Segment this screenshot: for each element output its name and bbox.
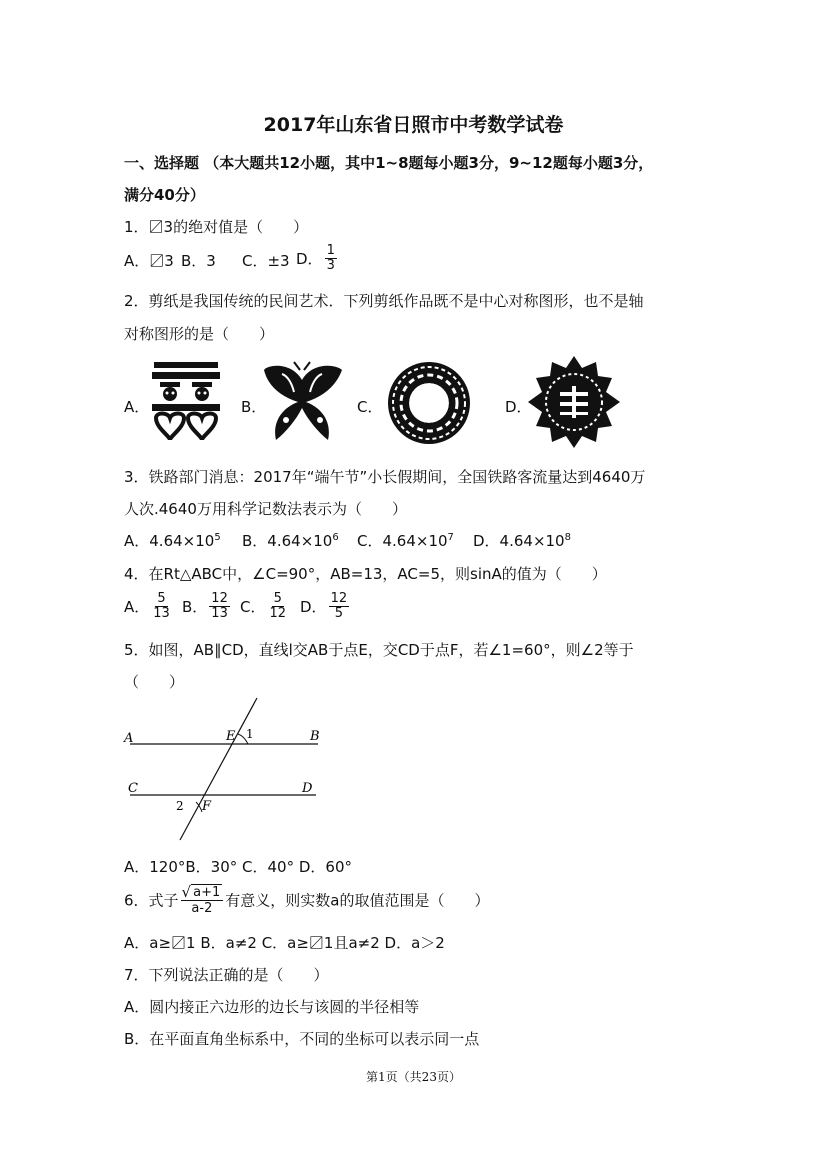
q4-option-b: B． $\frac{12}{13}$ (182, 591, 228, 621)
q2-option-c-label: C． (357, 398, 383, 416)
q1-options (124, 243, 384, 284)
q7-option-b: B．在平面直角坐标系中，不同的坐标可以表示同一点 (124, 1030, 480, 1048)
q3-stem-line2: 人次.4640万用科学记数法表示为（ ） (124, 500, 407, 518)
q2-option-a-label: A． (124, 398, 150, 416)
label-angle-2: 2 (176, 799, 184, 813)
q5-stem-line2: （ ） (124, 673, 185, 691)
section-header: 一、选择题 （本大题共12小题，其中1~8题每小题3分，9~12题每小题3分， (124, 154, 654, 172)
q2-option-b-label: B． (241, 398, 267, 416)
q4-option-c: C． $\frac{5}{12}$ (240, 591, 287, 621)
q3-option-d: D．$4.64\times 10^8$ (473, 532, 571, 550)
q5-options: A．120°B．30° C．40° D．60° (124, 858, 353, 876)
q1-stem: 1．〼3的绝对值是（ ） (124, 218, 309, 236)
q5-stem-line1: 5．如图，AB∥CD，直线l交AB于点E，交CD于点F，若∠1=60°，则∠2等于 (124, 641, 634, 659)
label-angle-1: 1 (246, 727, 254, 741)
sun-medallion-papercut-image (528, 356, 620, 448)
butterfly-papercut-image (262, 360, 344, 444)
q2-stem-line2: 对称图形的是（ ） (124, 325, 275, 343)
label-e: E (226, 729, 236, 744)
q1-option-c: C．±3 (242, 252, 290, 270)
label-c: C (128, 781, 138, 796)
q7-option-a: A．圆内接正六边形的边长与该圆的半径相等 (124, 998, 420, 1016)
q3-option-c: C．$4.64\times 10^7$ (357, 532, 454, 550)
double-happiness-papercut-image (150, 360, 222, 444)
q1-option-d: D． $\frac{1}{3}$ (296, 243, 335, 273)
q6-options: A．a≥〼1 B．a≠2 C．a≥〼1且a≠2 D．a＞2 (124, 934, 445, 952)
q1-option-a: A．〼3 (124, 252, 174, 270)
q3-stem-line1: 3．铁路部门消息：2017年“端午节”小长假期间，全国铁路客流量达到4640万 (124, 468, 646, 486)
label-b: B (310, 729, 320, 744)
q4-option-d: D． $\frac{12}{5}$ (300, 591, 348, 621)
q2-stem-line1: 2．剪纸是我国传统的民间艺术．下列剪纸作品既不是中心对称图形，也不是轴 (124, 292, 644, 310)
q6-stem: 6．式子 √ a+1 a-2 有意义，则实数a的取值范围是（ ） (124, 883, 490, 916)
label-f: F (202, 799, 212, 814)
q3-option-a: A．$4.64\times 10^5$ (124, 532, 221, 550)
q4-stem: 4．在Rt△ABC中，∠C=90°，AB=13，AC=5，则sinA的值为（ ） (124, 565, 607, 583)
q3-options (124, 530, 644, 552)
radical-fraction: √ a+1 a-2 (181, 884, 224, 916)
parallel-lines-figure (120, 694, 330, 844)
q1-option-b: B．3 (181, 252, 216, 270)
q4-option-a: A． $\frac{5}{13}$ (124, 591, 170, 621)
label-d: D (302, 781, 313, 796)
q4-options (124, 592, 384, 630)
fraction: $\frac{1}{3}$ (326, 243, 335, 273)
exam-title: 2017年山东省日照市中考数学试卷 (263, 114, 564, 136)
section-header-cont: 满分40分） (124, 186, 205, 204)
q7-stem: 7．下列说法正确的是（ ） (124, 966, 329, 984)
label-a: A (124, 731, 134, 746)
ring-papercut-image (386, 360, 472, 446)
q3-option-b: B．$4.64\times 10^6$ (242, 532, 339, 550)
q2-option-d-label: D． (505, 398, 532, 416)
page-footer: 第1页（共23页） (366, 1070, 461, 1084)
